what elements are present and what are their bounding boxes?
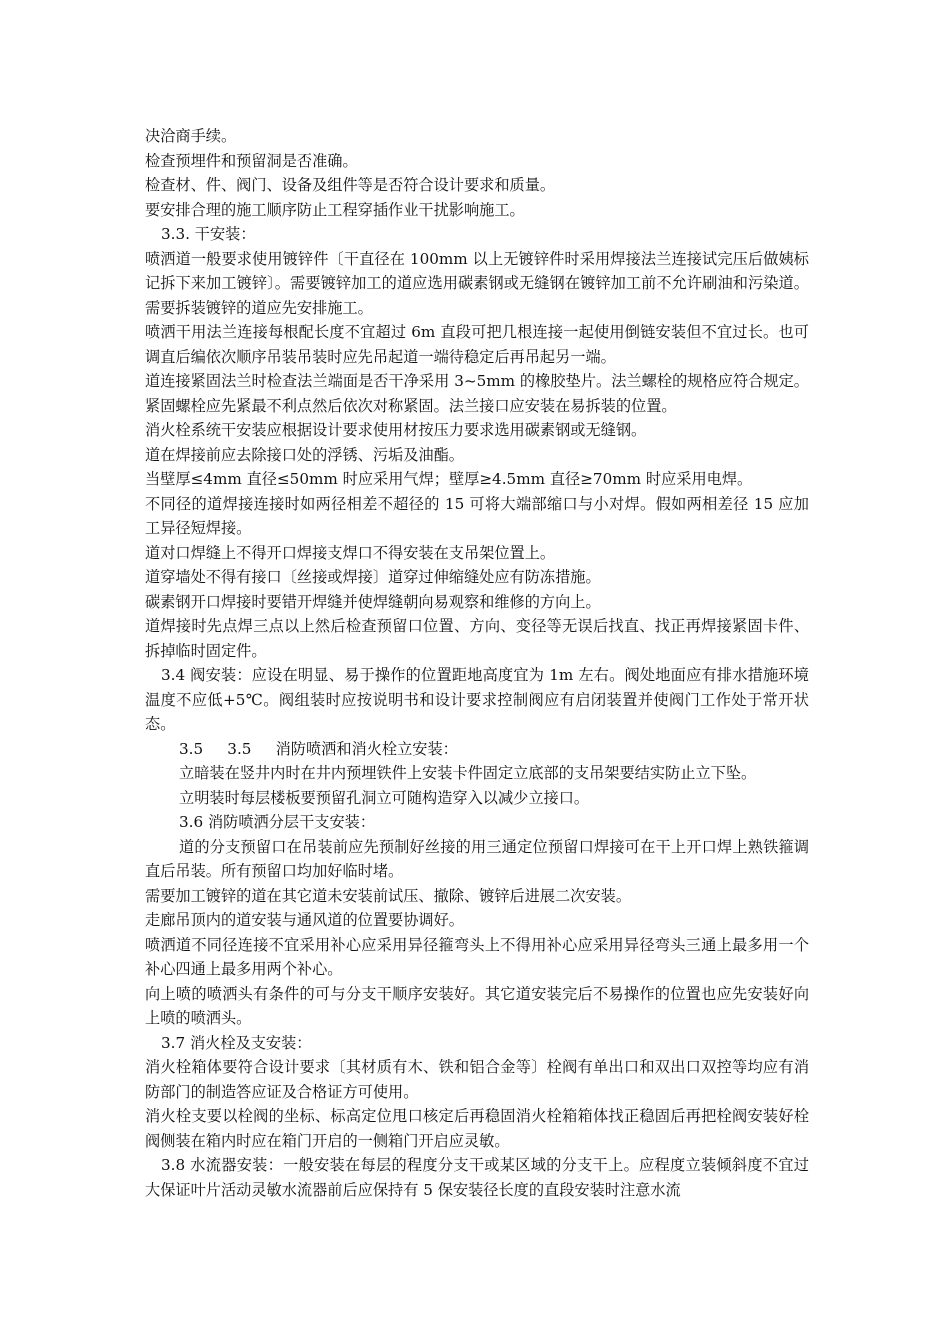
paragraph-23: 需要加工镀锌的道在其它道未安装前试压、撤除、镀锌后进展二次安装。 (145, 886, 631, 905)
section-3-8: 3.8 水流器安装：一般安装在每层的程度分支干或某区域的分支干上。应程度立装倾斜度不宜过大保证叶片活动灵敏水流器前后应保持有 5 保安装径长度的直段安装时注意水流 (145, 1156, 809, 1199)
paragraph-14: 道穿墙处不得有接口〔丝接或焊接〕道穿过伸缩缝处应有防冻措施。 (145, 568, 601, 586)
paragraph-13: 道对口焊缝上不得开口焊接支焊口不得安装在支吊架位置上。 (145, 543, 556, 562)
paragraph-22: 道的分支预留口在吊装前应先预制好丝接的用三通定位预留口焊接可在干上开口焊上熟铁箍调直后吊装。所有预留口均加好临时堵。 (145, 837, 809, 880)
paragraph-4: 要安排合理的施工顺序防止工程穿插作业干扰影响施工。 (145, 200, 525, 219)
section-heading-3-5: 3.5 3.5 消防喷洒和消火栓立安装： (179, 739, 458, 758)
paragraph-29: 消火栓支要以栓阀的坐标、标高定位甩口核定后再稳固消火栓箱箱体找正稳固后再把栓阀安装好栓阀侧装在箱内时应在箱门开启的一侧箱门开启应灵敏。 (145, 1107, 809, 1150)
paragraph-10: 道在焊接前应去除接口处的浮锈、污垢及油酯。 (145, 445, 464, 464)
paragraph-12: 不同径的道焊接连接时如两径相差不超径的 15 可将大端部缩口与小对焊。假如两相差径 15 应加工异径短焊接。 (145, 494, 809, 537)
paragraph-3: 检查材、件、阀门、设备及组件等是否符合设计要求和质量。 (145, 176, 556, 194)
paragraph-1: 决洽商手续。 (145, 127, 237, 145)
paragraph-7: 喷洒干用法兰连接每根配长度不宜超过 6m 直段可把几根连接一起使用倒链安装但不宜过长。也可调直后编依次顺序吊装吊装时应先吊起道一端待稳定后再吊起另一端。 (145, 323, 809, 366)
document-body (145, 124, 809, 1202)
paragraph-15: 碳素钢开口焊接时要错开焊缝并使焊缝朝向易观察和维修的方向上。 (145, 592, 601, 611)
paragraph-16: 道焊接时先点焊三点以上然后检查预留口位置、方向、变径等无误后找直、找正再焊接紧固卡件、拆掉临时固定件。 (145, 617, 809, 660)
paragraph-24: 走廊吊顶内的道安装与通风道的位置要协调好。 (145, 911, 464, 929)
paragraph-9: 消火栓系统干安装应根据设计要求使用材按压力要求选用碳素钢或无缝钢。 (145, 421, 647, 439)
section-heading-3-3: 3.3. 干安装： (161, 225, 256, 243)
section-heading-3-6: 3.6 消防喷洒分层干支安装： (179, 813, 376, 831)
paragraph-19: 立暗装在竖井内时在井内预埋铁件上安装卡件固定立底部的支吊架要结实防止立下坠。 (179, 764, 757, 782)
section-heading-3-7: 3.7 消火栓及支安装： (161, 1033, 312, 1052)
section-3-4: 3.4 阀安装：应设在明显、易于操作的位置距地高度宜为 1m 左右。阀处地面应有排水措施环境温度不应低+5℃。阀组装时应按说明书和设计要求控制阀应有启闭装置并使阀门工作处于常开状态。 (145, 666, 809, 733)
paragraph-20: 立明装时每层楼板要预留孔洞立可随构造穿入以减少立接口。 (179, 788, 590, 807)
paragraph-28: 消火栓箱体要符合设计要求〔其材质有木、铁和铝合金等〕栓阀有单出口和双出口双控等均应有消防部门的制造答应证及合格证方可使用。 (145, 1058, 809, 1101)
paragraph-25: 喷洒道不同径连接不宜采用补心应采用异径箍弯头上不得用补心应采用异径弯头三通上最多用一个补心四通上最多用两个补心。 (145, 935, 809, 978)
paragraph-2: 检查预埋件和预留洞是否准确。 (145, 151, 358, 170)
paragraph-26: 向上喷的喷洒头有条件的可与分支干顺序安装好。其它道安装完后不易操作的位置也应先安装好向上喷的喷洒头。 (145, 984, 809, 1027)
paragraph-8: 道连接紧固法兰时检查法兰端面是否干净采用 3~5mm 的橡胶垫片。法兰螺栓的规格应符合规定。紧固螺栓应先紧最不利点然后依次对称紧固。法兰接口应安装在易拆装的位置。 (145, 372, 809, 415)
paragraph-6: 喷洒道一般要求使用镀锌件〔干直径在 100mm 以上无镀锌件时采用焊接法兰连接试完压后做姨标记拆下来加工镀锌〕。需要镀锌加工的道应选用碳素钢或无缝钢在镀锌加工前不允许刷油和污染道。需要拆装镀锌的道应先安排施工。 (145, 249, 809, 317)
paragraph-11: 当壁厚≤4mm 直径≤50mm 时应采用气焊；壁厚≥4.5mm 直径≥70mm 时应采用电焊。 (145, 470, 753, 488)
